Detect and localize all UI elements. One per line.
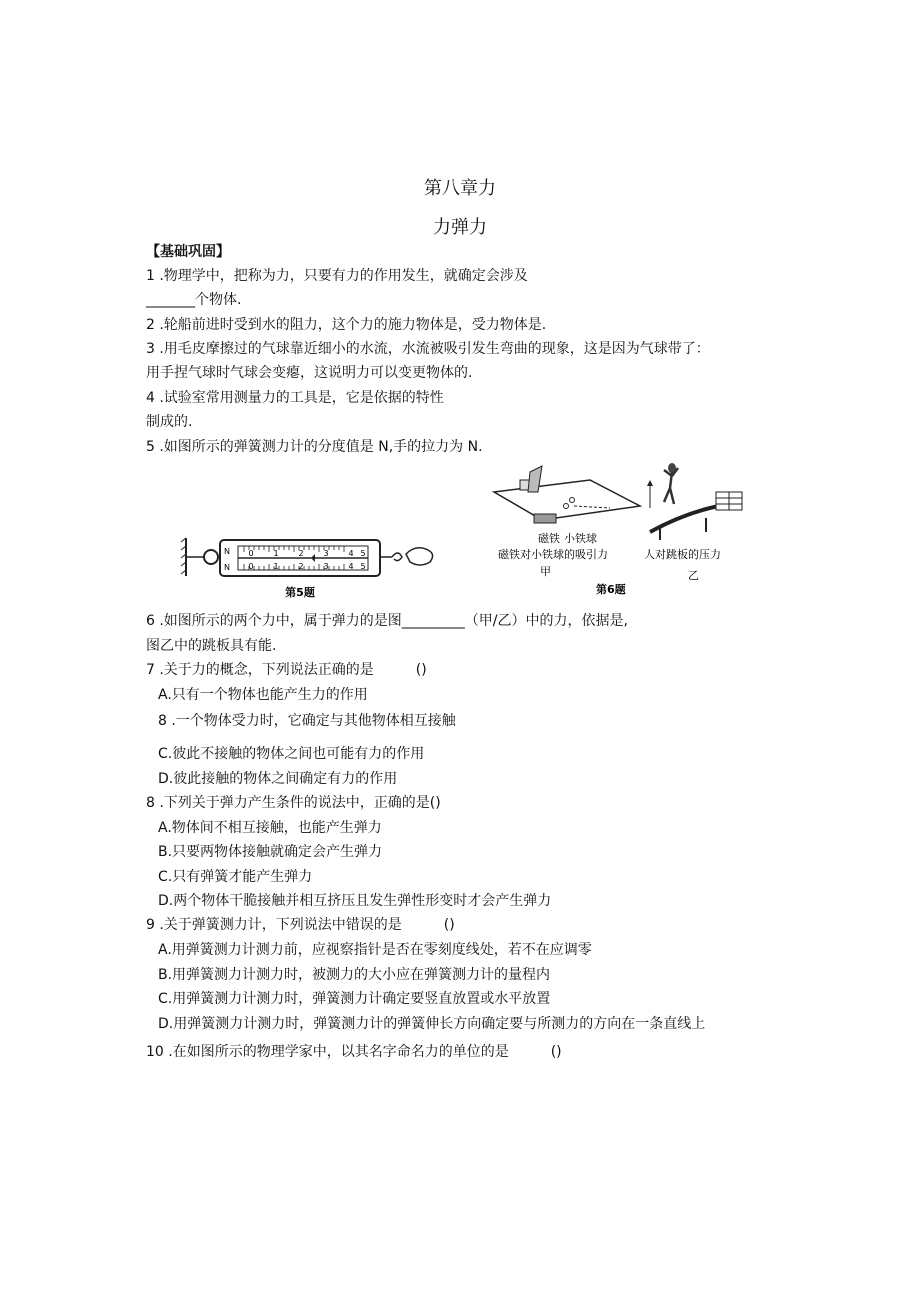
question-7: 7 .关于力的概念，下列说法正确的是 () bbox=[146, 662, 427, 678]
scale-tick-top-5: 5 bbox=[360, 549, 366, 558]
figure-5-spring-scale bbox=[180, 520, 450, 600]
scale-tick-bottom-3: 3 bbox=[323, 562, 329, 571]
question-7-option-b: 8 .一个物体受力时，它确定与其他物体相互接触 bbox=[158, 713, 456, 729]
scale-tick-top-2: 2 bbox=[298, 549, 304, 558]
section-label: 【基础巩固】 bbox=[146, 244, 230, 260]
question-4-line-1: 4 .试验室常用测量力的工具是，它是依据的特性 bbox=[146, 390, 444, 406]
question-8-option-d: D.两个物体干脆接触并相互挤压且发生弹性形变时才会产生弹力 bbox=[158, 893, 552, 909]
question-1-line-2: _______个物体. bbox=[146, 292, 242, 308]
question-5: 5 .如图所示的弹簧测力计的分度值是 N,手的拉力为 N. bbox=[146, 439, 483, 455]
scale-tick-top-4: 4 bbox=[348, 549, 354, 558]
question-6-line-2: 图乙中的跳板具有能. bbox=[146, 638, 277, 654]
question-3-line-2: 用手捏气球时气球会变瘪，这说明力可以变更物体的. bbox=[146, 365, 473, 381]
label-yi-desc: 人对跳板的压力 bbox=[644, 548, 721, 561]
figure-6-two-forces bbox=[490, 462, 760, 600]
question-7-option-c: C.彼此不接触的物体之间也可能有力的作用 bbox=[158, 746, 425, 762]
scale-tick-top-0: 0 bbox=[248, 549, 254, 558]
question-9-option-a: A.用弹簧测力计测力前，应视察指针是否在零刻度线处，若不在应调零 bbox=[158, 942, 592, 958]
label-jia-desc: 磁铁对小铁球的吸引力 bbox=[498, 548, 608, 561]
section-title: 力弹力 bbox=[433, 217, 487, 238]
label-yi: 乙 bbox=[688, 569, 699, 582]
question-7-option-d: D.彼此接触的物体之间确定有力的作用 bbox=[158, 771, 398, 787]
scale-tick-bottom-2: 2 bbox=[298, 562, 304, 571]
scale-tick-bottom-0: 0 bbox=[248, 562, 254, 571]
question-8-option-b: B.只要两物体接触就确定会产生弹力 bbox=[158, 844, 383, 860]
scale-tick-bottom-5: 5 bbox=[360, 562, 366, 571]
scale-tick-top-3: 3 bbox=[323, 549, 329, 558]
question-7-option-a: A.只有一个物体也能产生力的作用 bbox=[158, 687, 368, 703]
figure-6-caption: 第6题 bbox=[596, 583, 626, 596]
scale-tick-top-1: 1 bbox=[273, 549, 279, 558]
question-2: 2 .轮船前进时受到水的阻力，这个力的施力物体是，受力物体是. bbox=[146, 317, 547, 333]
question-10: 10 .在如图所示的物理学家中，以其名字命名力的单位的是 () bbox=[146, 1044, 562, 1060]
question-8: 8 .下列关于弹力产生条件的说法中，正确的是() bbox=[146, 795, 441, 811]
chapter-title: 第八章力 bbox=[424, 178, 496, 199]
label-jia: 甲 bbox=[540, 565, 551, 578]
label-ball: 小铁球 bbox=[564, 532, 597, 545]
question-6-line-1: 6 .如图所示的两个力中，属于弹力的是图_________（甲/乙）中的力，依据是, bbox=[146, 613, 628, 629]
question-8-option-a: A.物体间不相互接触，也能产生弹力 bbox=[158, 820, 382, 836]
scale-unit-top: N bbox=[224, 547, 230, 556]
question-9-option-c: C.用弹簧测力计测力时，弹簧测力计确定要竖直放置或水平放置 bbox=[158, 991, 551, 1007]
question-4-line-2: 制成的. bbox=[146, 414, 193, 430]
label-magnet: 磁铁 bbox=[538, 532, 560, 545]
figure-5-caption: 第5题 bbox=[285, 586, 315, 599]
question-9-option-b: B.用弹簧测力计测力时，被测力的大小应在弹簧测力计的量程内 bbox=[158, 967, 551, 983]
question-3-line-1: 3 .用毛皮摩擦过的气球靠近细小的水流，水流被吸引发生弯曲的现象，这是因为气球带了： bbox=[146, 341, 710, 357]
question-9: 9 .关于弹簧测力计，下列说法中错误的是 () bbox=[146, 917, 455, 933]
scale-tick-bottom-4: 4 bbox=[348, 562, 354, 571]
scale-tick-bottom-1: 1 bbox=[273, 562, 279, 571]
question-8-option-c: C.只有弹簧才能产生弹力 bbox=[158, 869, 313, 885]
question-9-option-d: D.用弹簧测力计测力时，弹簧测力计的弹簧伸长方向确定要与所测力的方向在一条直线上 bbox=[158, 1016, 706, 1032]
question-1-line-1: 1 .物理学中，把称为力，只要有力的作用发生，就确定会涉及 bbox=[146, 268, 528, 284]
scale-unit-bottom: N bbox=[224, 563, 230, 572]
